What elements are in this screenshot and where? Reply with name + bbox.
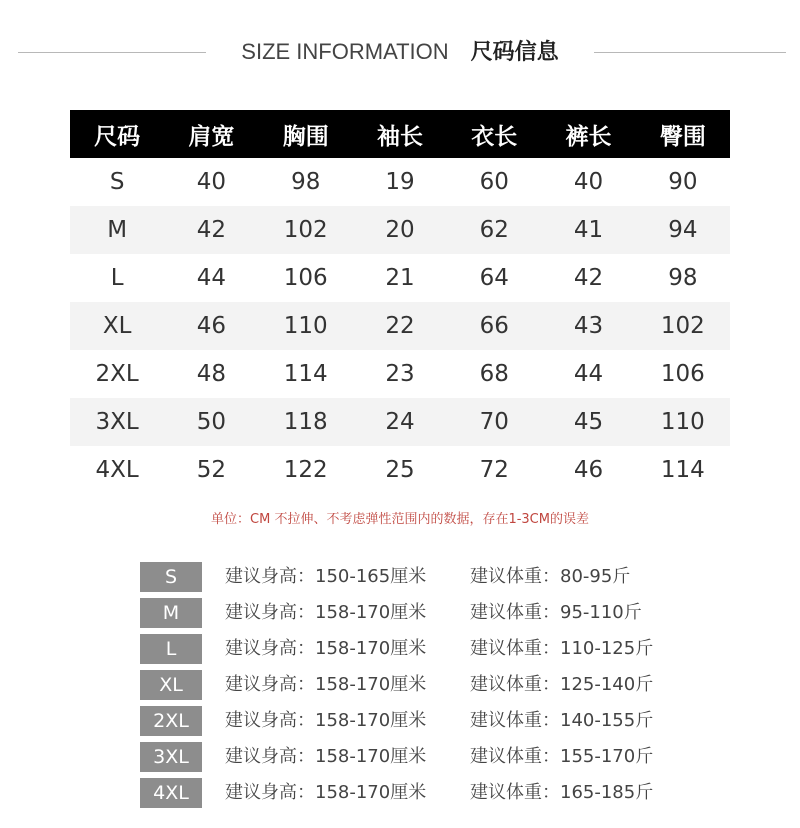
- table-row: [70, 158, 730, 206]
- recommended-height: 建议身高：158-170厘米: [225, 746, 427, 767]
- column-header: 尺码: [70, 110, 164, 158]
- table-cell: 106: [660, 361, 705, 387]
- table-cell: 118: [259, 398, 353, 446]
- column-header: 胸围: [259, 110, 353, 158]
- recommended-height: 建议身高：158-170厘米: [225, 602, 427, 623]
- recommendation-row: [140, 742, 740, 772]
- table-cell: 122: [283, 457, 328, 483]
- table-cell: 3XL: [70, 398, 164, 446]
- page-title: [0, 36, 800, 69]
- table-cell: 98: [668, 265, 698, 291]
- table-cell: 41: [541, 206, 635, 254]
- title-english: SIZE INFORMATION: [241, 39, 449, 64]
- table-cell: 110: [259, 302, 353, 350]
- table-cell: 4XL: [95, 457, 139, 483]
- table-cell: 42: [164, 206, 258, 254]
- table-cell: S: [109, 169, 125, 195]
- size-badge: M: [140, 598, 202, 628]
- table-cell: 46: [573, 457, 604, 483]
- column-header: 臀围: [636, 110, 730, 158]
- recommended-height: 建议身高：158-170厘米: [225, 710, 427, 731]
- table-cell: 24: [353, 398, 447, 446]
- table-row: [70, 398, 730, 446]
- table-cell: M: [70, 206, 164, 254]
- recommended-weight: 建议体重：95-110斤: [470, 602, 642, 623]
- table-cell: 21: [385, 265, 415, 291]
- table-cell: 40: [573, 169, 604, 195]
- table-cell: 114: [283, 361, 328, 387]
- table-cell: 114: [660, 457, 705, 483]
- recommendation-row: [140, 634, 740, 664]
- table-cell: 70: [447, 398, 541, 446]
- size-badge: 2XL: [140, 706, 202, 736]
- table-cell: 102: [636, 302, 730, 350]
- table-cell: 19: [385, 169, 415, 195]
- column-header: 裤长: [541, 110, 635, 158]
- measurement-note: 单位：CM 不拉伸、不考虑弹性范围内的数据，存在1-3CM的误差: [211, 512, 589, 527]
- recommended-height: 建议身高：158-170厘米: [225, 674, 427, 695]
- recommendation-row: [140, 778, 740, 808]
- size-badge: 3XL: [140, 742, 202, 772]
- title-chinese: 尺码信息: [470, 40, 559, 65]
- table-cell: 22: [353, 302, 447, 350]
- recommendation-row: [140, 670, 740, 700]
- table-cell: 90: [668, 169, 698, 195]
- recommendation-row: [140, 706, 740, 736]
- size-badge: 4XL: [140, 778, 202, 808]
- column-header: 衣长: [447, 110, 541, 158]
- table-row: [70, 206, 730, 254]
- table-cell: 64: [479, 265, 509, 291]
- table-cell: 68: [479, 361, 509, 387]
- table-cell: 60: [479, 169, 509, 195]
- recommendation-row: [140, 598, 740, 628]
- recommendation-row: [140, 562, 740, 592]
- table-cell: XL: [70, 302, 164, 350]
- table-cell: 48: [196, 361, 227, 387]
- size-badge: L: [140, 634, 202, 664]
- table-cell: 42: [573, 265, 604, 291]
- table-cell: 20: [353, 206, 447, 254]
- column-header: 袖长: [353, 110, 447, 158]
- table-row: [70, 350, 730, 398]
- recommended-weight: 建议体重：155-170斤: [470, 746, 654, 767]
- recommended-weight: 建议体重：110-125斤: [470, 638, 654, 659]
- table-header-row: [70, 110, 730, 158]
- table-row: [70, 446, 730, 494]
- size-badge: S: [140, 562, 202, 592]
- size-badge: XL: [140, 670, 202, 700]
- recommended-weight: 建议体重：80-95斤: [470, 566, 631, 587]
- table-row: [70, 302, 730, 350]
- table-cell: 50: [164, 398, 258, 446]
- table-cell: 23: [385, 361, 415, 387]
- recommended-weight: 建议体重：140-155斤: [470, 710, 654, 731]
- table-cell: 45: [541, 398, 635, 446]
- recommended-height: 建议身高：158-170厘米: [225, 638, 427, 659]
- table-cell: 94: [636, 206, 730, 254]
- table-cell: 44: [573, 361, 604, 387]
- table-cell: 106: [283, 265, 328, 291]
- table-cell: 40: [196, 169, 227, 195]
- table-cell: 46: [164, 302, 258, 350]
- table-cell: 72: [479, 457, 509, 483]
- table-cell: 52: [196, 457, 227, 483]
- table-cell: L: [110, 265, 124, 291]
- recommended-weight: 建议体重：125-140斤: [470, 674, 654, 695]
- table-cell: 102: [259, 206, 353, 254]
- table-cell: 98: [291, 169, 321, 195]
- size-table: [70, 110, 730, 494]
- table-cell: 43: [541, 302, 635, 350]
- column-header: 肩宽: [164, 110, 258, 158]
- table-cell: 62: [447, 206, 541, 254]
- table-cell: 110: [636, 398, 730, 446]
- table-cell: 25: [385, 457, 415, 483]
- table-row: [70, 254, 730, 302]
- recommended-weight: 建议体重：165-185斤: [470, 782, 654, 803]
- table-cell: 2XL: [95, 361, 139, 387]
- recommended-height: 建议身高：150-165厘米: [225, 566, 427, 587]
- recommended-height: 建议身高：158-170厘米: [225, 782, 427, 803]
- table-cell: 44: [196, 265, 227, 291]
- table-cell: 66: [447, 302, 541, 350]
